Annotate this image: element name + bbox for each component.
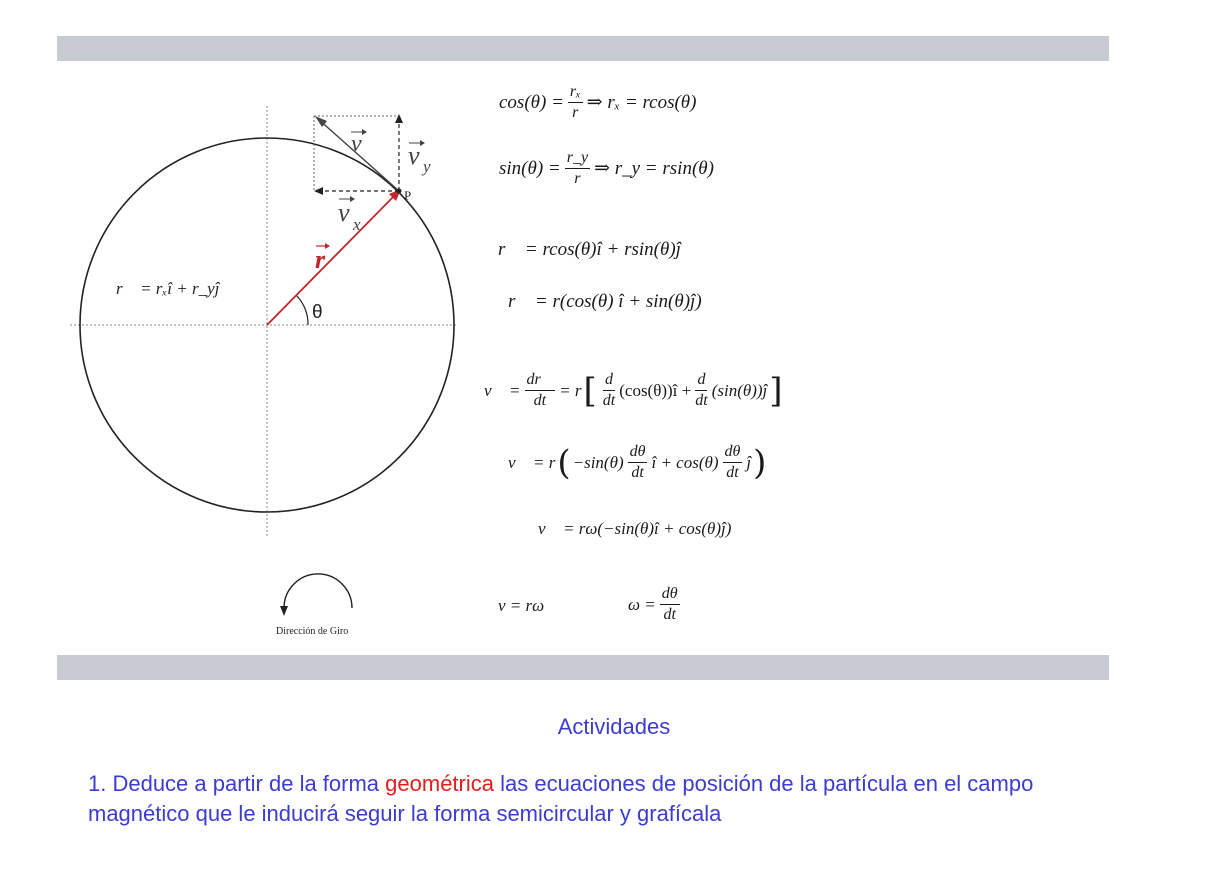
rotation-arrowhead-icon bbox=[280, 606, 288, 616]
equation-velocity-derivative: v⃗ = $\frac{dr⃗}{dt}$ = r [ $\frac{d}{dt}$ (cos(θ))î + $\frac{d}{dt}$ (sin(θ))ĵ ] bbox=[484, 370, 783, 411]
activity-item-1 bbox=[88, 769, 1088, 829]
equation-sin: sin(θ) = $\frac{r\_y}{r}$ ⇒ r_y = rsin(θ) bbox=[499, 149, 714, 187]
left-bracket: [ bbox=[583, 370, 597, 411]
vec-vx-label: v bbox=[338, 198, 350, 227]
vec-vy-arrow-tip bbox=[420, 140, 425, 146]
vec-vx-sub: x bbox=[353, 215, 361, 234]
equation-velocity-expanded: v⃗ = r ( −sin(θ) $\frac{d\theta}{dt}$ î + cos(θ) $\frac{d\theta}{dt}$ ĵ ) bbox=[508, 442, 767, 483]
angle-arc bbox=[296, 295, 308, 325]
vec-v-label: v bbox=[351, 131, 362, 157]
point-p-label: P bbox=[404, 188, 412, 203]
radius-vector bbox=[267, 191, 399, 325]
equation-velocity-omega: v⃗ = rω(−sin(θ)î + cos(θ)ĵ) bbox=[538, 519, 732, 538]
equation-angular-velocity: ω = $\frac{d\theta}{dt}$ bbox=[628, 585, 678, 623]
top-divider-bar bbox=[57, 36, 1109, 61]
position-vector-label: r⃗ = rₓî + r_yĵ bbox=[116, 279, 220, 298]
bottom-divider-bar bbox=[57, 655, 1109, 680]
rotation-direction-label: Dirección de Giro bbox=[276, 626, 349, 637]
right-bracket: ] bbox=[769, 370, 783, 411]
activities-heading: Actividades bbox=[557, 714, 671, 739]
equation-cos: cos(θ) = $\frac{\text{rₓ}}{r}$ ⇒ rₓ = rcos(θ) bbox=[499, 83, 697, 121]
circular-motion-diagram bbox=[60, 96, 460, 656]
equation-position-factored: r⃗ = r(cos(θ) î + sin(θ)ĵ) bbox=[508, 291, 702, 312]
activity-highlight: geométrica bbox=[385, 771, 494, 796]
vy-arrowhead bbox=[395, 114, 403, 123]
vec-v-arrow-tip bbox=[362, 129, 367, 135]
vec-vx-arrow-tip bbox=[350, 196, 355, 202]
equation-speed: v = rω bbox=[498, 596, 545, 615]
vec-vy-sub: y bbox=[423, 157, 431, 176]
vec-r-label: r bbox=[315, 245, 326, 274]
activity-text-start: 1. Deduce a partir de la forma bbox=[88, 771, 386, 796]
activity-text-end: las ecuaciones de posición de la partícula en el campo magnético que le inducirá seguir la forma semicircular y grafícala bbox=[88, 771, 1034, 826]
vec-r-arrow-tip bbox=[325, 243, 330, 249]
vx-arrowhead bbox=[314, 187, 323, 195]
vec-vy-label: v bbox=[408, 141, 420, 170]
angle-label: θ bbox=[312, 302, 323, 323]
rotation-arc bbox=[284, 574, 352, 608]
equation-position-components: r⃗ = rcos(θ)î + rsin(θ)ĵ bbox=[498, 239, 681, 260]
left-paren: ( bbox=[557, 442, 571, 483]
point-p-marker bbox=[397, 189, 402, 194]
right-paren: ) bbox=[753, 442, 767, 483]
